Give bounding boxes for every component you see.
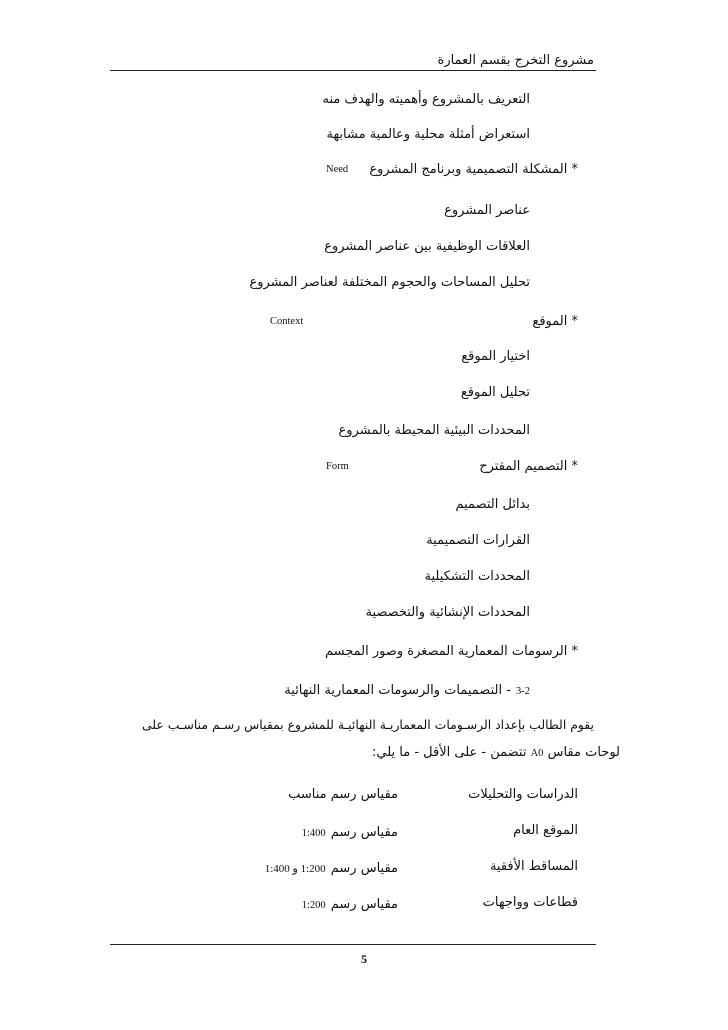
section-title: - التصميمات والرسومات المعمارية النهائية — [284, 683, 511, 698]
scale-item-label: الدراسات والتحليلات — [468, 787, 578, 802]
section-heading — [284, 680, 530, 701]
outline-item: العلاقات الوظيفية بين عناصر المشروع — [324, 239, 530, 254]
outline-heading-note: Need — [326, 164, 349, 175]
header-rule — [110, 70, 596, 71]
outline-item: بدائل التصميم — [455, 497, 530, 512]
scale-value-row — [302, 822, 398, 843]
scale-item-label: قطاعات وواجهات — [482, 895, 578, 910]
scale-text: مقياس رسم — [330, 897, 398, 912]
outline-heading: * التصميم المقترح — [479, 459, 578, 474]
scale-item-label: الموقع العام — [513, 823, 578, 838]
outline-heading: * المشكلة التصميمية وبرنامج المشروع — [369, 162, 578, 177]
outline-item: استعراض أمثلة محلية وعالمية مشابهة — [326, 127, 530, 142]
page-header-title: مشروع التخرج بقسم العمارة — [437, 53, 594, 68]
scale-value: 1:200 — [301, 900, 326, 911]
outline-heading-note: Form — [326, 461, 349, 472]
sheet-size-code: A0 — [530, 748, 544, 759]
outline-item: اختيار الموقع — [461, 349, 530, 364]
scale-value: 1:200 و 1:400 — [264, 863, 326, 875]
outline-heading: * الرسومات المعمارية المصغرة وصور المجسم — [324, 644, 578, 659]
outline-item: تحليل المساحات والحجوم المختلفة لعناصر المشروع — [249, 275, 530, 290]
scale-item-label: المساقط الأفقية — [489, 859, 578, 874]
outline-item: القرارات التصميمية — [426, 533, 530, 548]
paragraph-line-1: يقوم الطالب بإعداد الرسـومات المعماريـة النهائيـة للمشروع بمقياس رسـم مناسـب على — [141, 717, 594, 732]
outline-item: التعريف بالمشروع وأهميته والهدف منه — [322, 92, 530, 107]
scale-value-row — [302, 894, 398, 915]
scale-value-row — [265, 858, 398, 878]
scale-text: مقياس رسم — [330, 825, 398, 840]
scale-value: 1:400 — [301, 828, 326, 839]
page-number: 5 — [361, 952, 367, 966]
paragraph-line-2 — [372, 744, 620, 763]
scale-text: مقياس رسم مناسب — [288, 787, 398, 802]
outline-item: المحددات البيئية المحيطة بالمشروع — [338, 423, 530, 438]
outline-item: المحددات التشكيلية — [424, 569, 530, 584]
paragraph-line-2-start: لوحات مقاس — [547, 745, 620, 760]
outline-item: عناصر المشروع — [444, 203, 530, 218]
scale-text: مقياس رسم — [330, 861, 398, 876]
section-number: 3-2 — [516, 686, 530, 697]
outline-heading-note: Context — [270, 316, 304, 327]
outline-heading: * الموقع — [532, 314, 578, 329]
outline-item: المحددات الإنشائية والتخصصية — [365, 605, 530, 620]
paragraph-line-2-end: تتضمن - على الأقل - ما يلي: — [372, 745, 527, 760]
outline-item: تحليل الموقع — [460, 385, 530, 400]
footer-rule — [110, 944, 596, 945]
